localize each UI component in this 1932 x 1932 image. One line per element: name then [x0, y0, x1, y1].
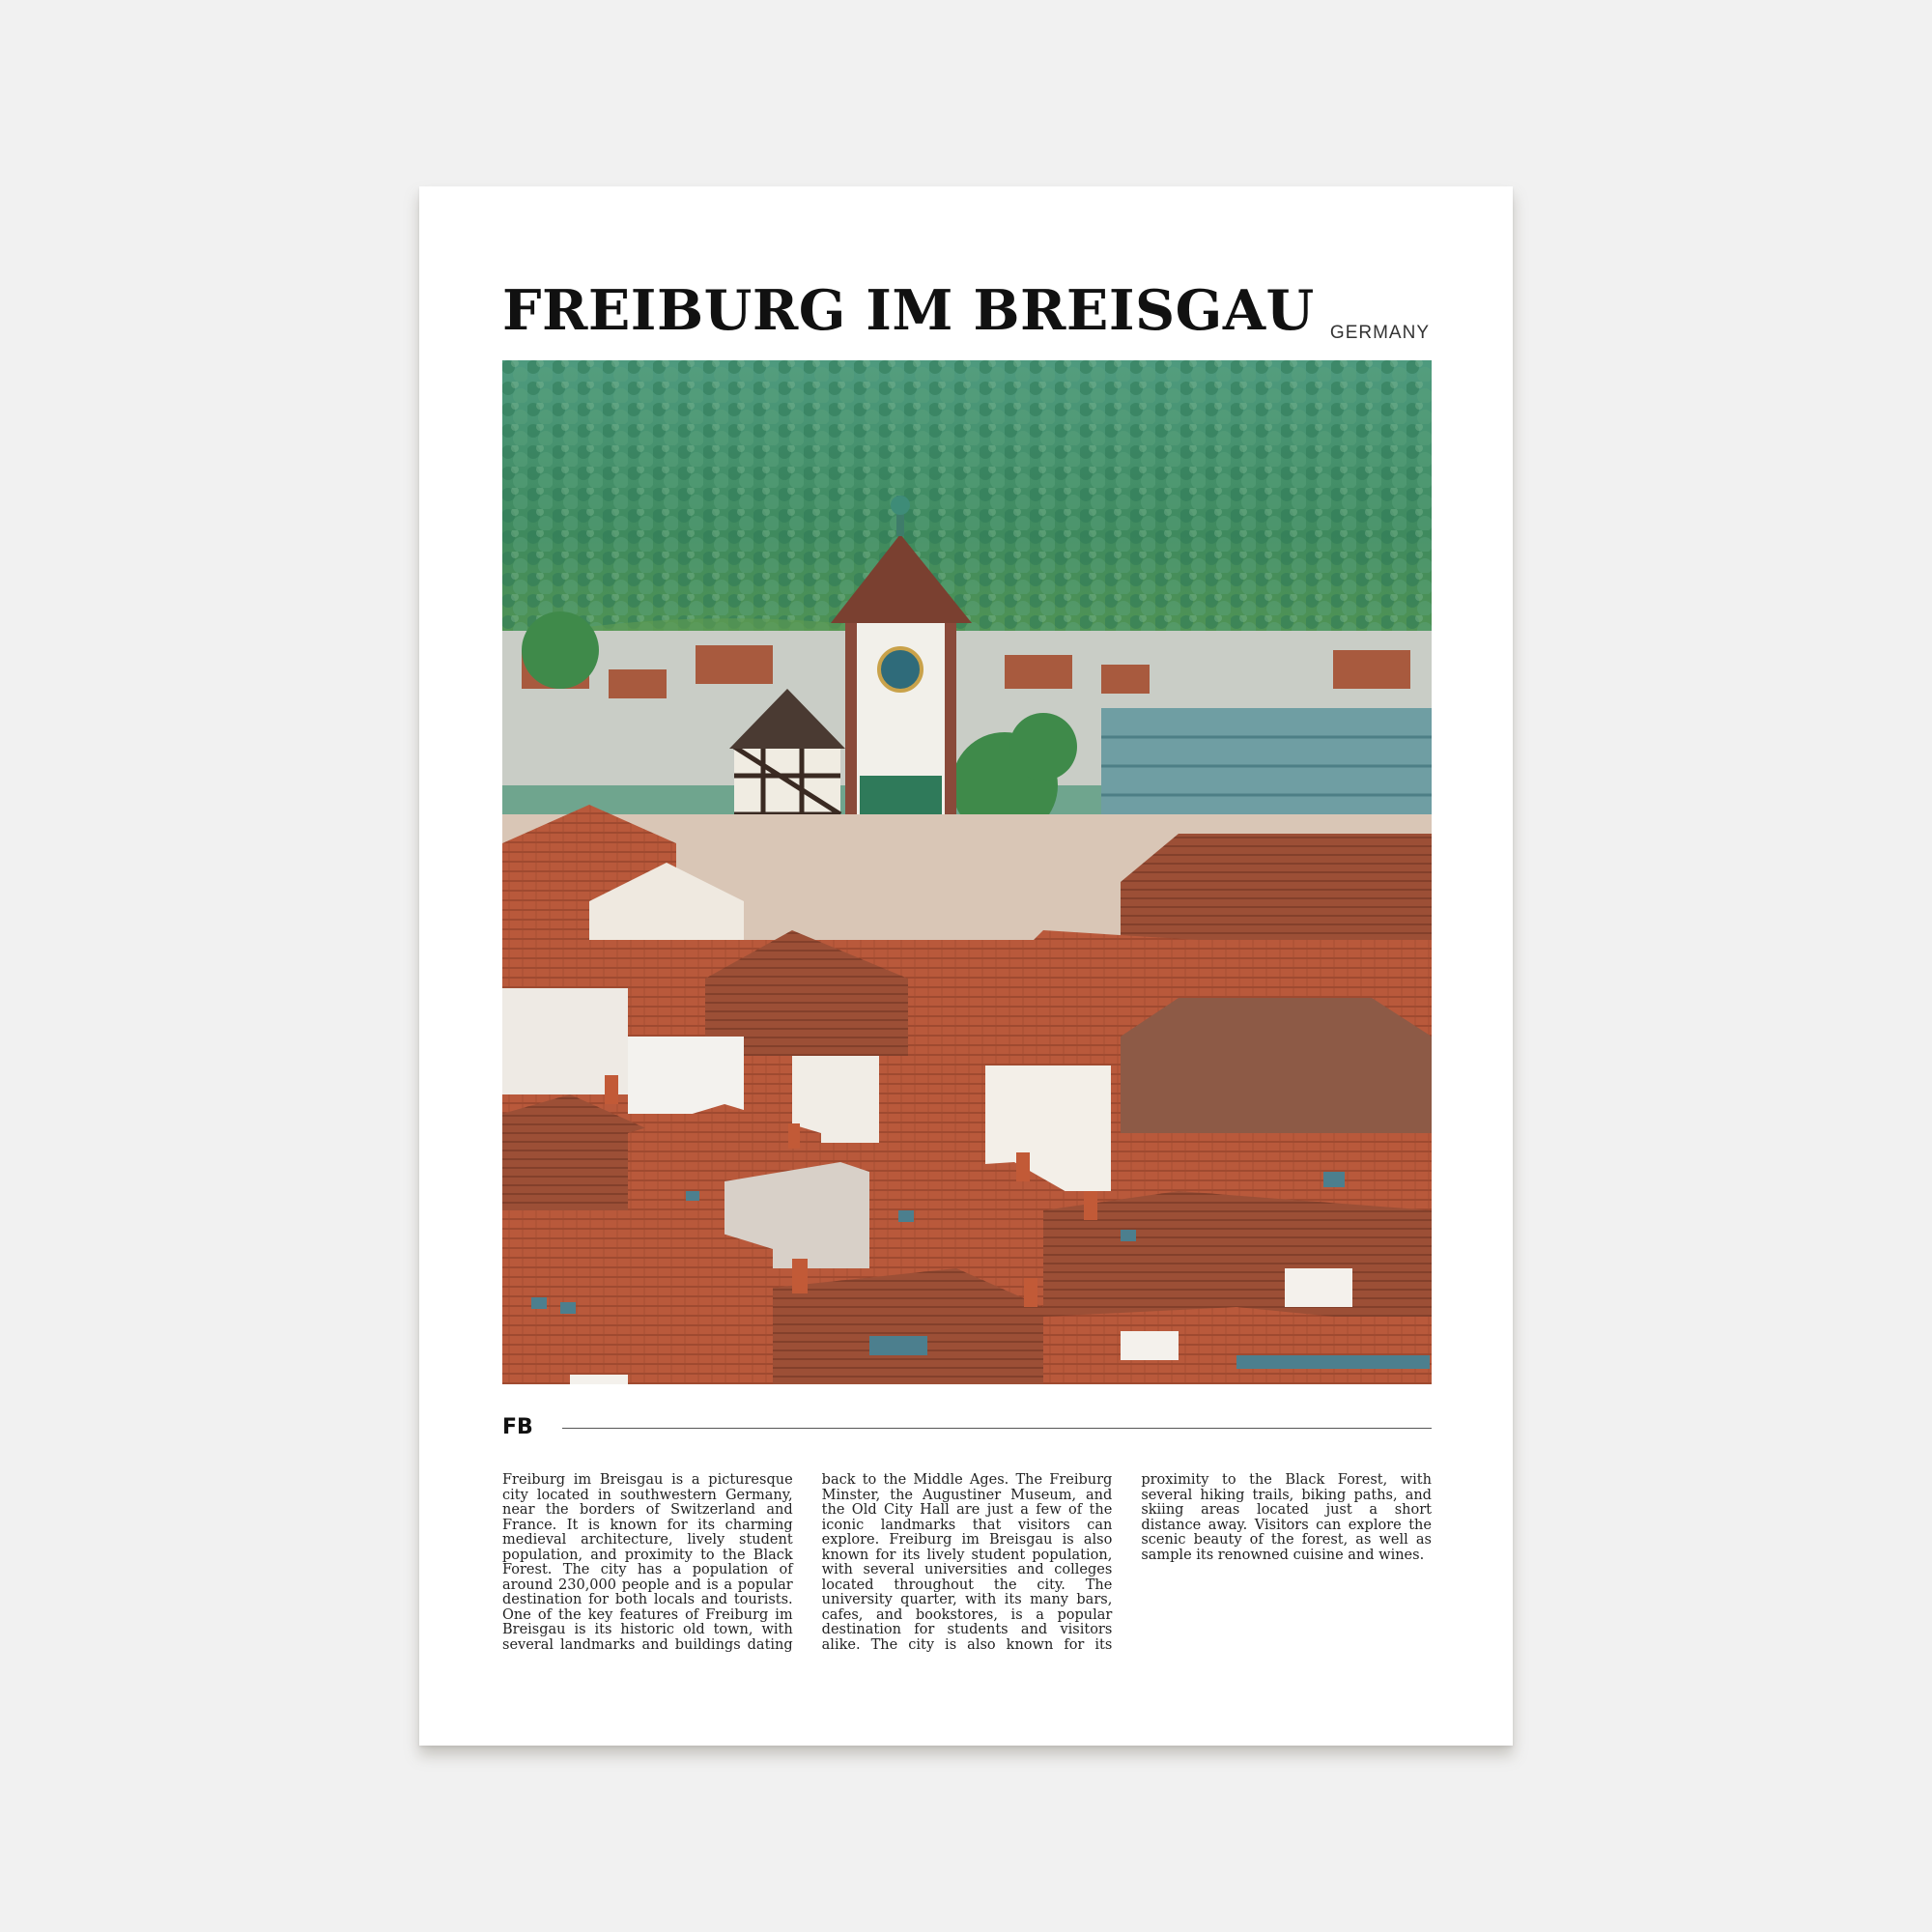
- city-abbreviation: FB: [502, 1415, 533, 1439]
- country-label: GERMANY: [1329, 323, 1430, 343]
- poster-title: FREIBURG IM BREISGAU: [502, 278, 1315, 343]
- city-photo: [502, 360, 1432, 1384]
- divider-line: [562, 1428, 1432, 1429]
- travel-poster: [419, 186, 1513, 1746]
- city-description: Freiburg im Breisgau is a picturesque city located in southwestern Germany, near the borders of Switzerland and France. It is known for its charming medieval architecture, lively student population, and proximity to the Black Forest. The city has a population of around 230,000 people and is a popular destination for both locals and tourists. One of the key features of Freiburg im Breisgau is its historic old town, with several landmarks and buildings dating back to the Middle Ages. The Freiburg Minster, the Augustiner Museum, and the Old City Hall are just a few of the iconic landmarks that visitors can explore. Freiburg im Breisgau is also known for its lively student population, with several universities and colleges located throughout the city. The university quarter, with its many bars, cafes, and bookstores, is a popular destination for students and visitors alike. The city is also known for its proximity to the Black Forest, with several hiking trails, biking paths, and skiing areas located just a short distance away. Visitors can explore the scenic beauty of the forest, as well as sample its renowned cuisine and wines.: [502, 1472, 1432, 1653]
- city-photo-illustration: [502, 360, 1432, 1384]
